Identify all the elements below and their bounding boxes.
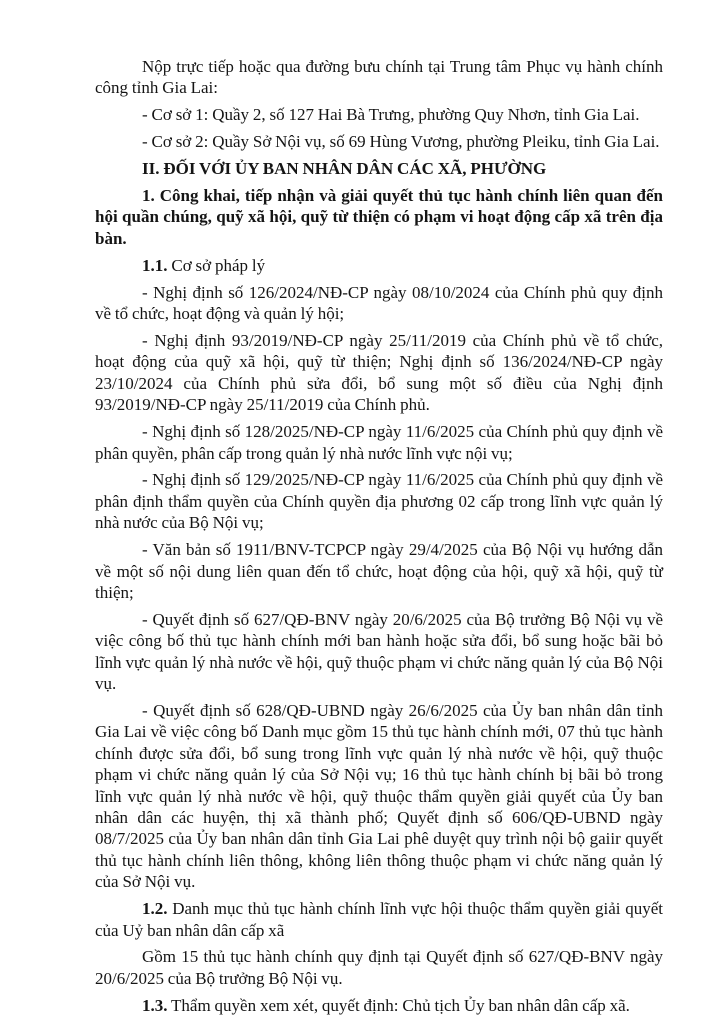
paragraph-decree-128-2025: - Nghị định số 128/2025/NĐ-CP ngày 11/6/2025 của Chính phủ quy định về phân quyền, phân cấp trong quản lý nhà nước lĩnh vực nội vụ; [95, 422, 663, 463]
section-1-3-heading [95, 995, 663, 1016]
paragraph-facility-2: - Cơ sở 2: Quầy Sở Nội vụ, số 69 Hùng Vương, phường Pleiku, tỉnh Gia Lai. [142, 132, 660, 152]
section-1-1-heading [95, 255, 663, 276]
section-1-3-number: 1.3. [142, 995, 168, 1015]
paragraph-15-procedures: Gồm 15 thủ tục hành chính quy định tại Quyết định số 627/QĐ-BNV ngày 20/6/2025 của Bộ trưởng Bộ Nội vụ. [95, 947, 663, 988]
paragraph-submission-channels: Nộp trực tiếp hoặc qua đường bưu chính tại Trung tâm Phục vụ hành chính công tỉnh Gia Lai: [95, 57, 663, 98]
section-1-1-number: 1.1. [142, 255, 168, 275]
paragraph-decree-129-2025: - Nghị định số 129/2025/NĐ-CP ngày 11/6/2025 của Chính phủ quy định về phân định thẩm quyền của Chính quyền địa phương 02 cấp trong lĩnh vực quản lý nhà nước của Bộ Nội vụ; [95, 470, 663, 533]
paragraph-facility-1: - Cơ sở 1: Quầy 2, số 127 Hai Bà Trưng, phường Quy Nhơn, tỉnh Gia Lai. [142, 105, 640, 125]
section-1-1-title: Cơ sở pháp lý [167, 255, 266, 275]
section-1-3-title: Thẩm quyền xem xét, quyết định: Chủ tịch Ủy ban nhân dân cấp xã. [167, 995, 630, 1015]
paragraph-decree-93-2019: - Nghị định 93/2019/NĐ-CP ngày 25/11/2019 của Chính phủ về tổ chức, hoạt động của quỹ xã hội, quỹ từ thiện; Nghị định số 136/2024/NĐ-CP ngày 23/10/2024 của Chính phủ sửa đổi, bổ sung một số điều của Nghị định 93/2019/NĐ-CP ngày 25/11/2019 của Chính phủ. [95, 330, 663, 415]
section-1-2-number: 1.2. [142, 899, 168, 919]
section-1-heading: 1. Công khai, tiếp nhận và giải quyết thủ tục hành chính liên quan đến hội quần chúng, quỹ xã hội, quỹ từ thiện có phạm vi hoạt động cấp xã trên địa bàn. [95, 186, 663, 248]
paragraph-document-1911-bnv: - Văn bản số 1911/BNV-TCPCP ngày 29/4/2025 của Bộ Nội vụ hướng dẫn về một số nội dung liên quan đến tổ chức, hoạt động của hội, quỹ xã hội, quỹ từ thiện; [95, 540, 663, 602]
section-1-2-title: Danh mục thủ tục hành chính lĩnh vực hội thuộc thẩm quyền giải quyết của Uỷ ban nhân dân cấp xã [95, 899, 663, 940]
paragraph-decree-126-2024: - Nghị định số 126/2024/NĐ-CP ngày 08/10/2024 của Chính phủ quy định về tổ chức, hoạt động và quản lý hội; [95, 282, 663, 324]
paragraph-decision-627-qd-bnv: - Quyết định số 627/QĐ-BNV ngày 20/6/2025 của Bộ trưởng Bộ Nội vụ về việc công bố thủ tục hành chính mới ban hành hoặc sửa đổi, bổ sung hoặc bãi bỏ lĩnh vực quản lý nhà nước về hội, quỹ thuộc phạm vi chức năng quản lý của Bộ Nội vụ. [95, 609, 663, 694]
section-ii-heading: II. ĐỐI VỚI ỦY BAN NHÂN DÂN CÁC XÃ, PHƯỜNG [142, 159, 547, 179]
paragraph-decision-628-qd-ubnd: - Quyết định số 628/QĐ-UBND ngày 26/6/2025 của Ủy ban nhân dân tỉnh Gia Lai về việc công bố Danh mục gồm 15 thủ tục hành chính mới, 07 thủ tục hành chính được sửa đổi, bổ sung trong lĩnh vực quản lý nhà nước về hội, quỹ thuộc phạm vi chức năng quản lý của Sở Nội vụ; 16 thủ tục hành chính bị bãi bỏ trong lĩnh vực quản lý nhà nước về hội, quỹ thuộc thẩm quyền giải quyết của Ủy ban nhân dân các huyện, thị xã thành phố; Quyết định số 606/QĐ-UBND ngày 08/7/2025 của Ủy ban nhân dân tỉnh Gia Lai phê duyệt quy trình nội bộ gaiir quyết thủ tục hành chính liên thông, không liên thông thuộc phạm vi chức năng quản lý của Sở Nội vụ. [95, 700, 663, 892]
section-1-2-heading [95, 898, 663, 941]
